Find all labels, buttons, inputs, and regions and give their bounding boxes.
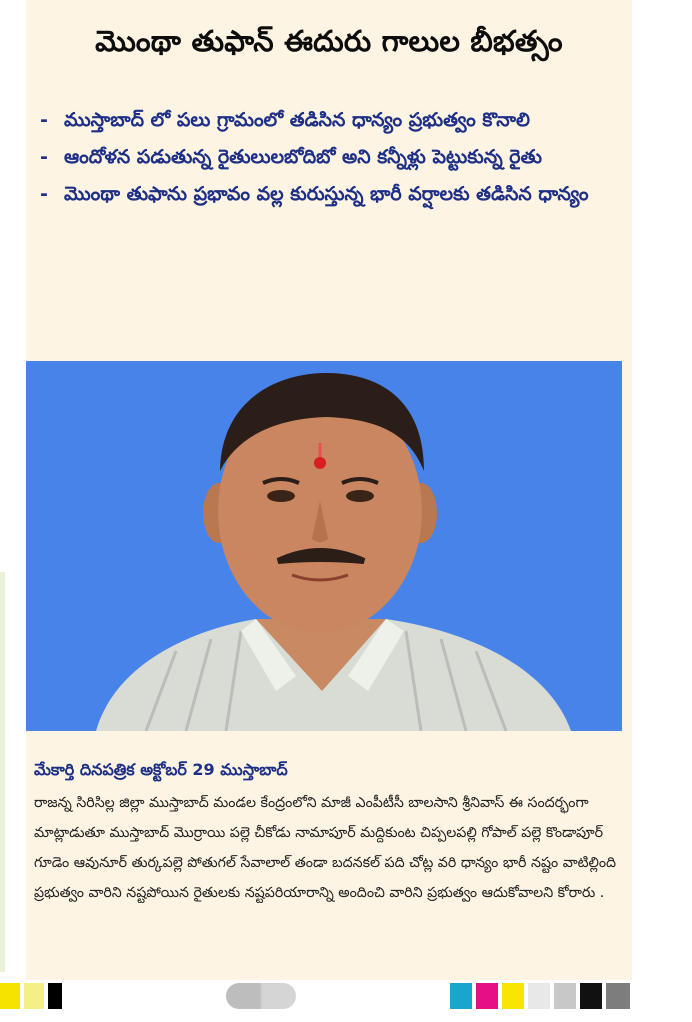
- color-swatch: [24, 983, 44, 1009]
- bullet-text: ఆందోళన పడుతున్న రైతులులబోదిబో అని కన్నీళ్లు పెట్టుకున్న రైతు: [64, 146, 542, 168]
- bullet-marker: -: [40, 109, 48, 131]
- bullet-text: ముస్తాబాద్ లో పలు గ్రామంలో తడిసిన ధాన్యం ప్రభుత్వం కొనాలి: [64, 109, 530, 131]
- dateline: మేకార్తి దినపత్రిక అక్టోబర్ 29 ముస్తాబాద్: [34, 760, 288, 779]
- color-swatch: [476, 983, 498, 1009]
- article-body: రాజన్న సిరిసిల్ల జిల్లా ముస్తాబాద్ మండల కేంద్రంలోని మాజీ ఎంపీటీసీ బాలసాని శ్రీనివాస్ ఈ సందర్భంగా మాట్లాడుతూ ముస్తాబాద్ మొర్రాయి పల్లె చీకోడు నామాపూర్ మద్దికుంట చిప్పలపల్లి గోపాల్ పల్లె కొండాపూర్ గూడెం ఆవునూర్ తుర్కపల్లె పోతుగల్ సేవాలాల్ తండా బదనకల్ పది చోట్ల వరి ధాన్యం భారీ నష్టం వాటిల్లింది ప్రభుత్వం వారిని నష్టపోయిన రైతులకు నష్టపరియారాన్ని అందించి వారిని ప్రభుత్వం ఆదుకోవాలని కోరారు .: [34, 795, 617, 901]
- printer-registration-marks: [0, 983, 692, 1013]
- bullet-text: మొంథా తుఫాను ప్రభావం వల్ల కురుస్తున్న భారీ వర్షాలకు తడిసిన ధాన్యం: [64, 183, 589, 205]
- portrait-icon: [26, 361, 622, 731]
- bullet-list: [40, 102, 626, 213]
- color-swatch: [554, 983, 576, 1009]
- color-swatch: [48, 983, 62, 1009]
- registration-pill: [226, 983, 296, 1009]
- color-swatch: [580, 983, 602, 1009]
- bullet-item: [40, 176, 626, 213]
- color-swatch: [502, 983, 524, 1009]
- bullet-marker: -: [40, 183, 48, 205]
- portrait-photo: [26, 361, 622, 731]
- headline: మొంథా తుఫాన్ ఈదురు గాలుల బీభత్సం: [95, 24, 563, 58]
- bullet-marker: -: [40, 146, 48, 168]
- color-swatch: [606, 983, 630, 1009]
- color-swatch: [450, 983, 472, 1009]
- color-swatch: [528, 983, 550, 1009]
- bullet-item: [40, 139, 626, 176]
- bullet-item: [40, 102, 626, 139]
- left-margin-strip: [0, 572, 5, 972]
- color-swatch: [0, 983, 20, 1009]
- newspaper-page: [26, 0, 632, 980]
